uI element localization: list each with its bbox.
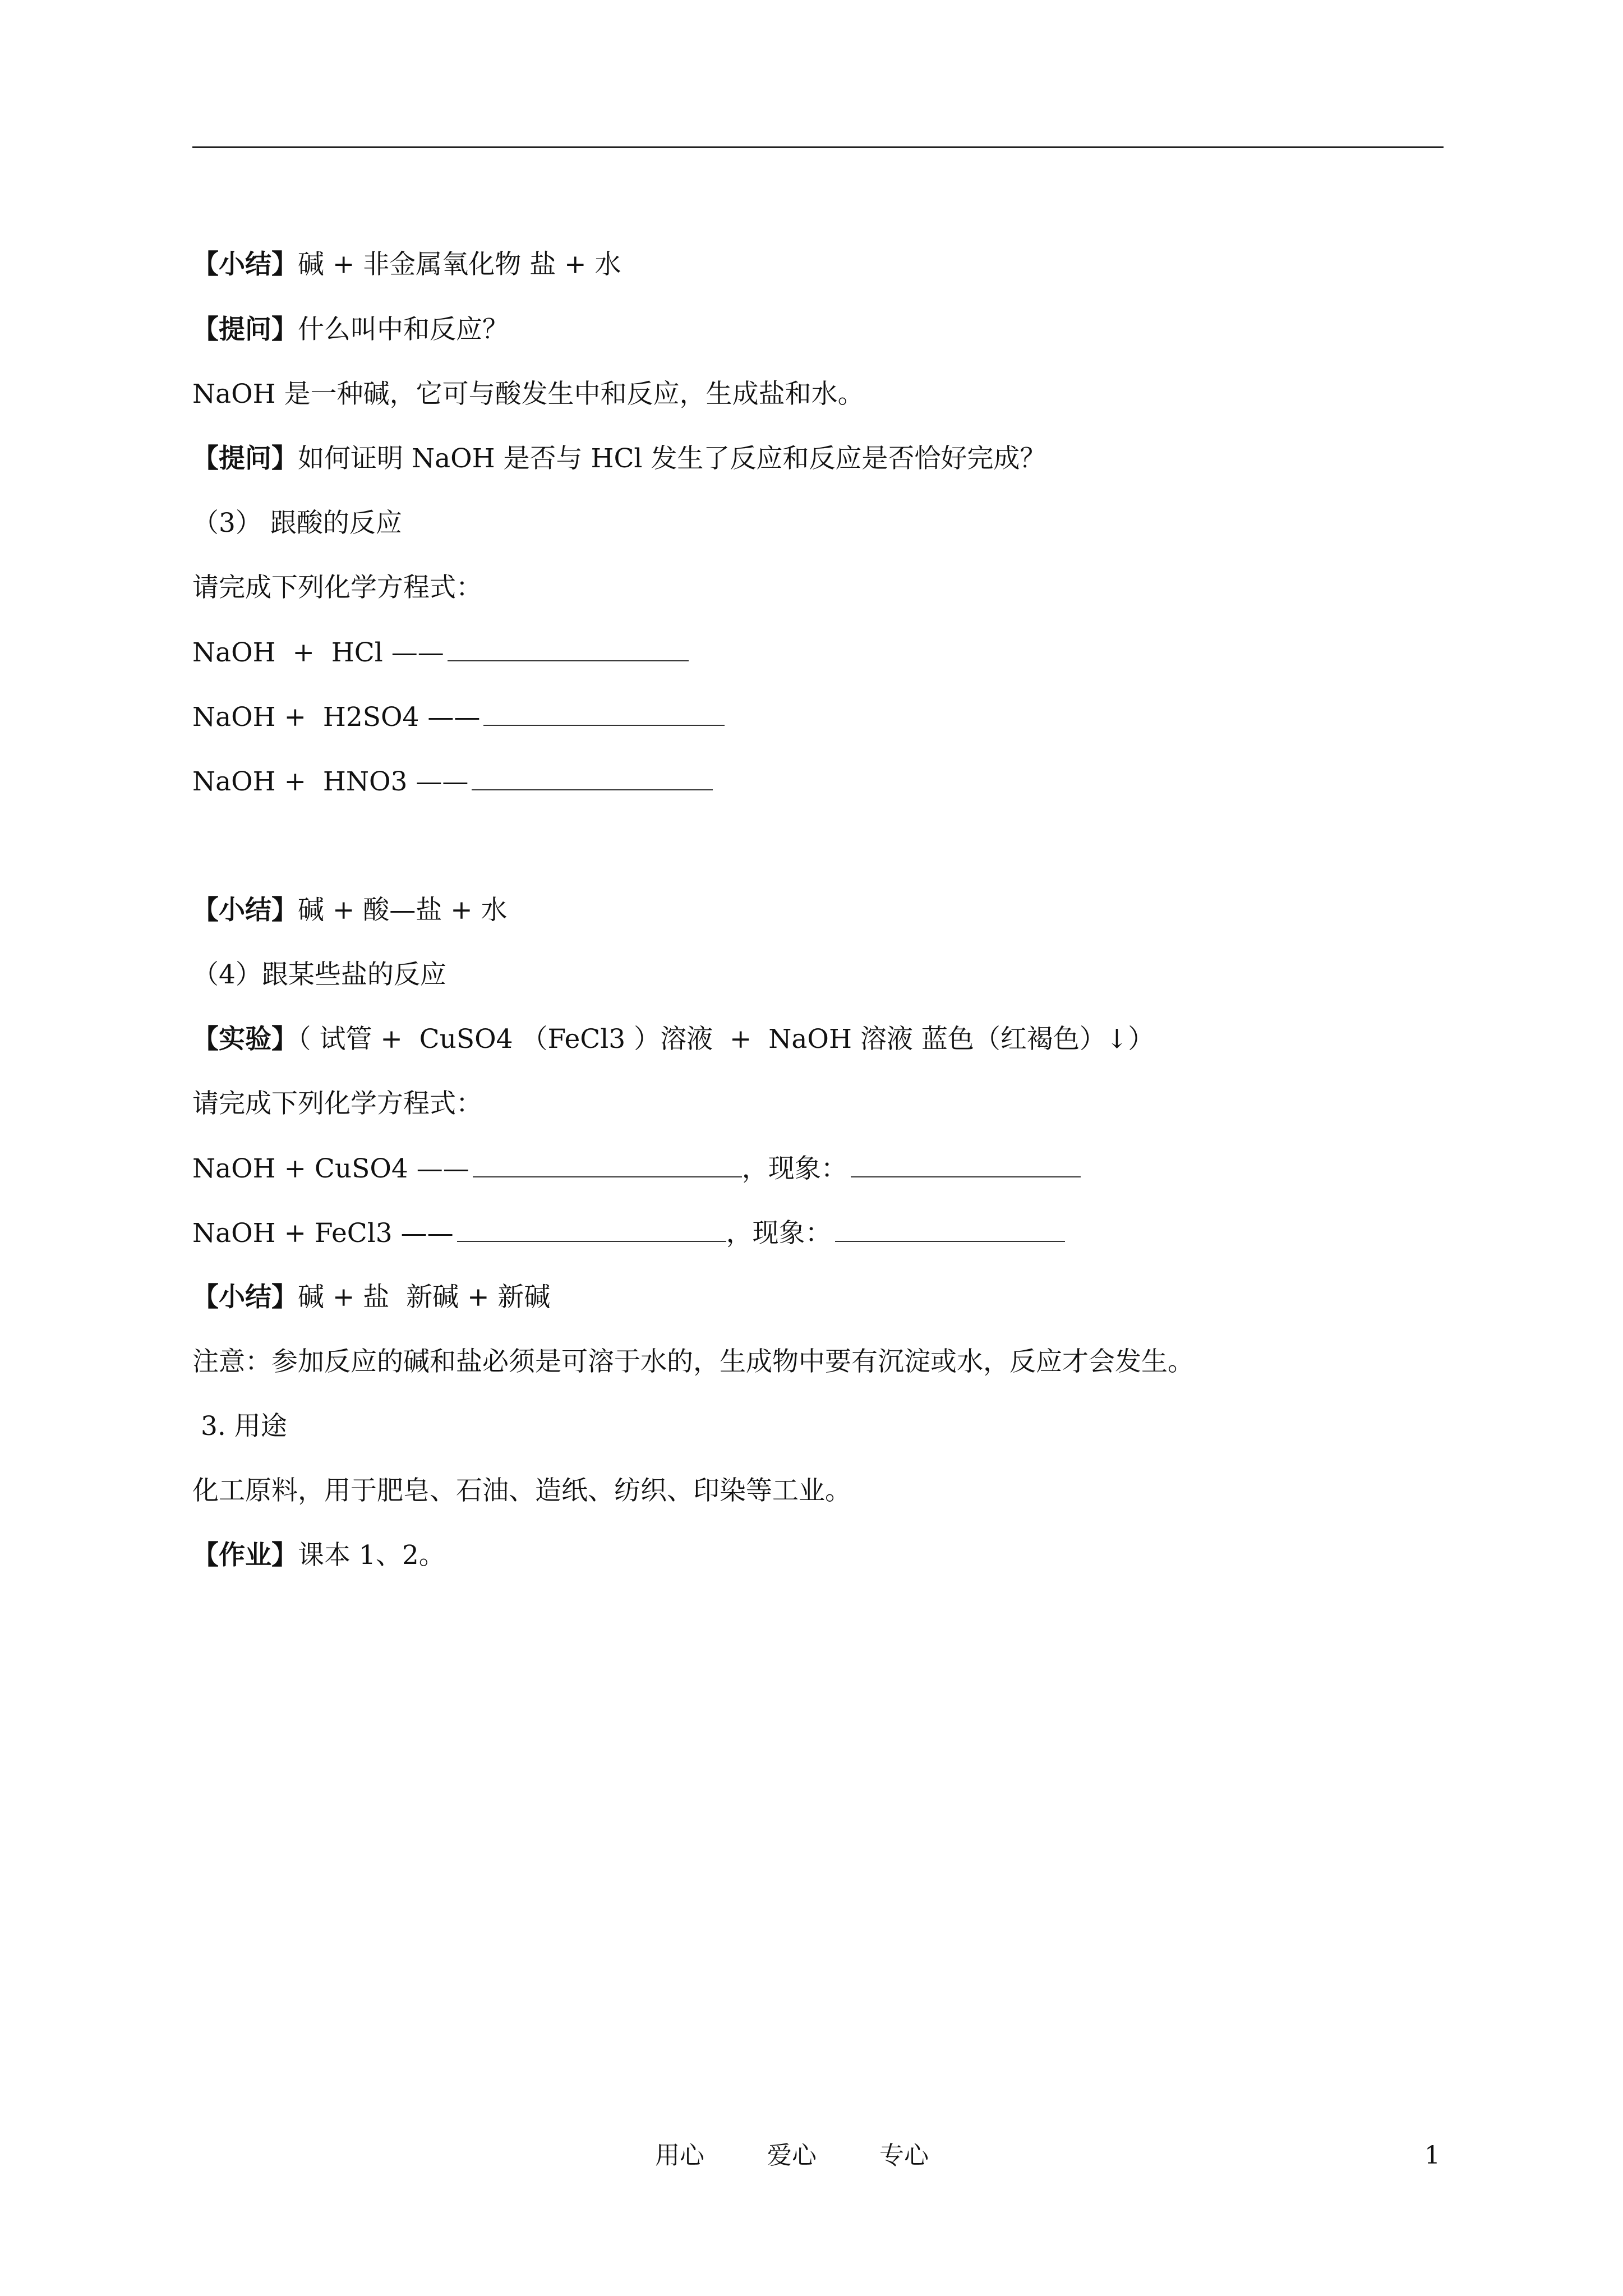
answer-blank[interactable] bbox=[448, 636, 689, 661]
section-tag: 【提问】 bbox=[192, 443, 298, 474]
equation-h2so4 bbox=[192, 700, 725, 734]
experiment-line bbox=[192, 1023, 1154, 1056]
line-text: （3） 跟酸的反应 bbox=[192, 508, 402, 539]
heading-uses bbox=[192, 1410, 287, 1443]
equation-hno3 bbox=[192, 765, 713, 798]
line-text: 3. 用途 bbox=[192, 1411, 287, 1442]
section-tag: 【提问】 bbox=[192, 314, 298, 345]
section-tag: 【小结】 bbox=[192, 895, 298, 926]
phenomenon-blank[interactable] bbox=[851, 1152, 1081, 1177]
line-text: 注意：参加反应的碱和盐必须是可溶于水的，生成物中要有沉淀或水，反应才会发生。 bbox=[192, 1346, 1194, 1377]
line-text: 碱 + 盐 新碱 + 新碱 bbox=[298, 1282, 551, 1313]
header-rule bbox=[192, 146, 1444, 148]
instruction-line-1 bbox=[192, 571, 482, 605]
heading-acid-reaction bbox=[192, 507, 402, 540]
note-line bbox=[192, 1345, 1194, 1379]
page-number: 1 bbox=[1424, 2141, 1440, 2170]
line-text: 如何证明 NaOH 是否与 HCl 发生了反应和反应是否恰好完成？ bbox=[298, 443, 1046, 474]
answer-blank[interactable] bbox=[473, 1152, 742, 1177]
paragraph-naoh bbox=[192, 378, 864, 411]
line-text: （4）跟某些盐的反应 bbox=[192, 959, 446, 990]
summary-line-2 bbox=[192, 894, 508, 927]
answer-blank[interactable] bbox=[472, 765, 713, 790]
phenomenon-label: ，现象： bbox=[726, 1218, 832, 1249]
equation-hcl bbox=[192, 636, 689, 669]
footer-word-3: 专心 bbox=[879, 2141, 929, 2170]
phenomenon-blank[interactable] bbox=[835, 1216, 1065, 1242]
question-line-1 bbox=[192, 313, 509, 347]
line-text: 请完成下列化学方程式： bbox=[192, 572, 482, 603]
line-text: 课本 1、2。 bbox=[298, 1540, 445, 1571]
question-line-2 bbox=[192, 442, 1046, 476]
heading-salt-reaction bbox=[192, 958, 446, 992]
answer-blank[interactable] bbox=[483, 700, 725, 726]
section-tag: 【小结】 bbox=[192, 249, 298, 280]
section-tag: 【小结】 bbox=[192, 1282, 298, 1313]
equation-text: NaOH + CuSO4 —— bbox=[192, 1153, 469, 1184]
line-text: 化工原料，用于肥皂、石油、造纸、纺织、印染等工业。 bbox=[192, 1475, 851, 1506]
uses-text bbox=[192, 1474, 851, 1508]
line-text: 碱 + 酸—盐 + 水 bbox=[298, 895, 508, 926]
homework-line bbox=[192, 1539, 445, 1572]
line-text: 请完成下列化学方程式： bbox=[192, 1088, 482, 1119]
equation-fecl3 bbox=[192, 1216, 1065, 1250]
equation-text: NaOH + HCl —— bbox=[192, 637, 444, 668]
phenomenon-label: ，现象： bbox=[741, 1153, 847, 1184]
summary-line-1 bbox=[192, 248, 621, 282]
equation-text: NaOH + HNO3 —— bbox=[192, 766, 469, 797]
equation-cuso4 bbox=[192, 1152, 1081, 1185]
instruction-line-2 bbox=[192, 1087, 482, 1121]
line-text: 碱 + 非金属氧化物 盐 + 水 bbox=[298, 249, 621, 280]
section-tag: 【实验】 bbox=[192, 1024, 298, 1055]
equation-text: NaOH + FeCl3 —— bbox=[192, 1218, 454, 1249]
equation-text: NaOH + H2SO4 —— bbox=[192, 702, 481, 733]
line-text: （ 试管 + CuSO4 （FeCl3 ）溶液 + NaOH 溶液 蓝色（红褐色）↓） bbox=[298, 1024, 1155, 1055]
summary-line-3 bbox=[192, 1281, 550, 1314]
answer-blank[interactable] bbox=[457, 1216, 726, 1242]
section-tag: 【作业】 bbox=[192, 1540, 298, 1571]
footer-word-1: 用心 bbox=[655, 2141, 704, 2170]
footer-word-2: 爱心 bbox=[767, 2141, 817, 2170]
line-text: 什么叫中和反应？ bbox=[298, 314, 509, 345]
line-text: NaOH 是一种碱，它可与酸发生中和反应，生成盐和水。 bbox=[192, 379, 864, 409]
